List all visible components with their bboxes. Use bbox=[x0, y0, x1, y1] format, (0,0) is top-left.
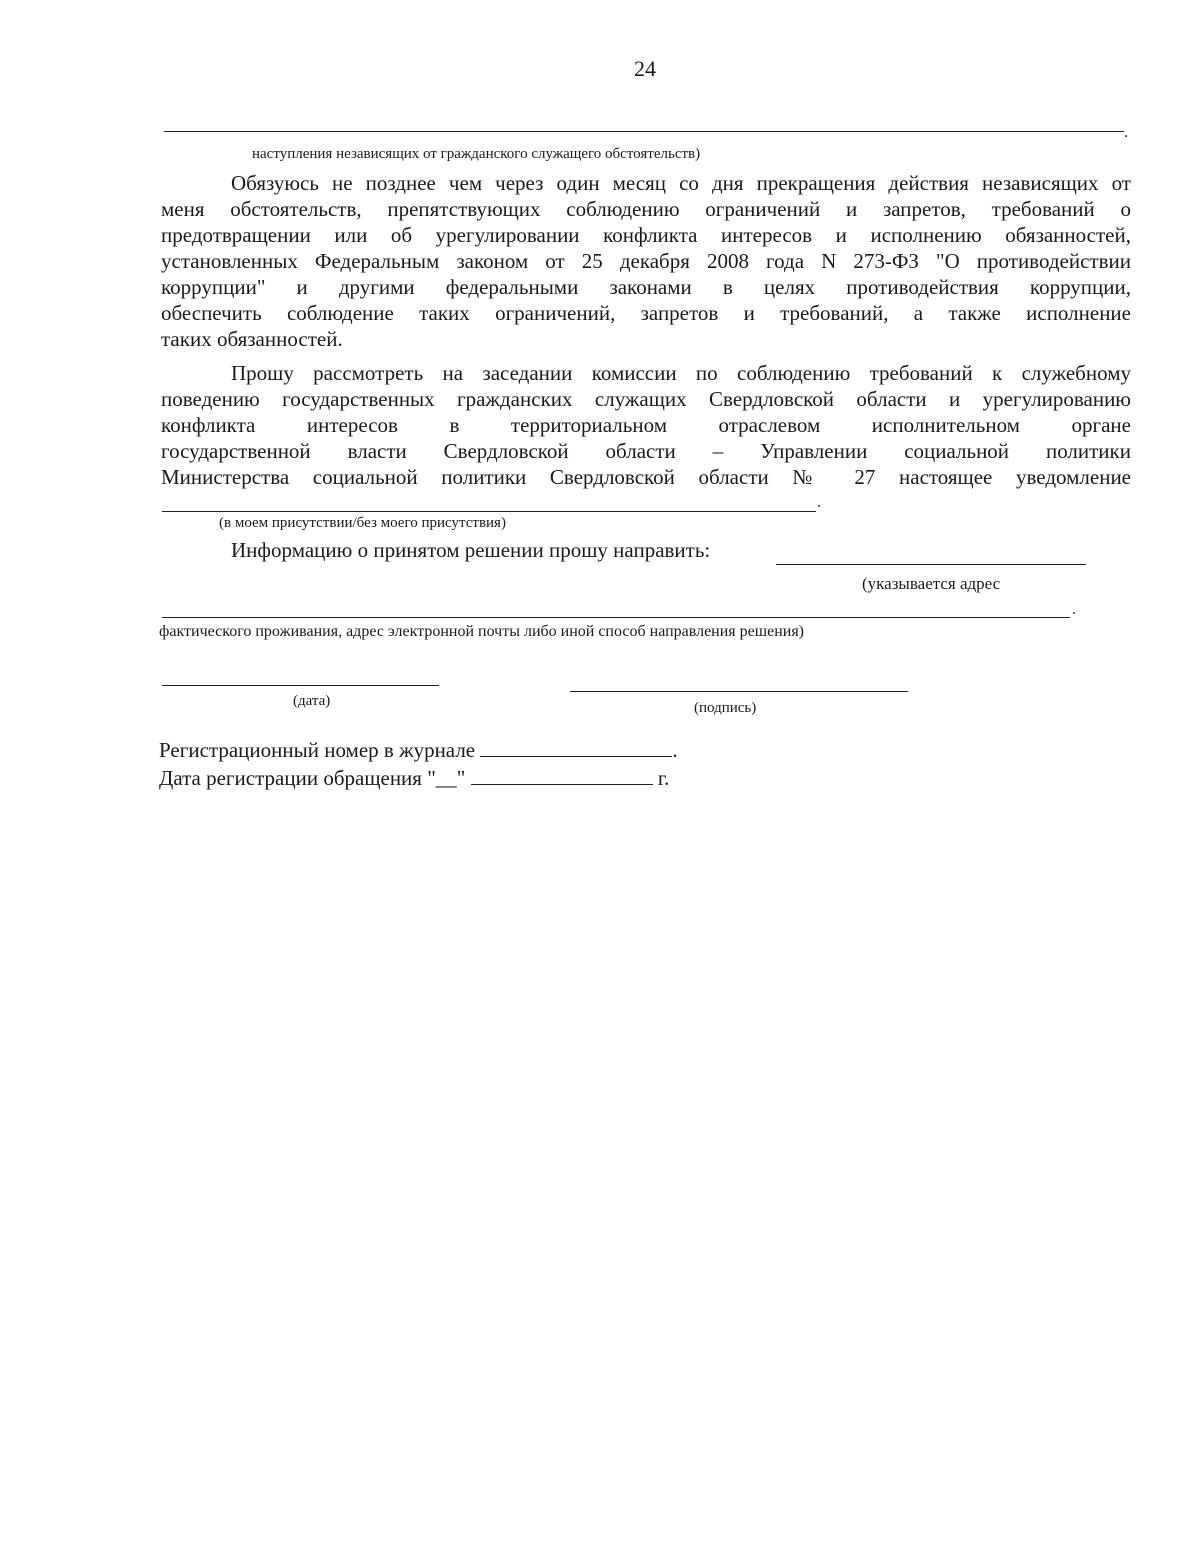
paragraph-line: конфликта интересов в территориальном отраслевом исполнительном органе bbox=[161, 413, 1131, 437]
address-fill-line[interactable] bbox=[162, 617, 1070, 618]
signature-fill-line[interactable] bbox=[570, 691, 908, 692]
paragraph-line: предотвращении или об урегулировании конфликта интересов и исполнению обязанностей, bbox=[161, 223, 1131, 247]
presence-fill-line[interactable] bbox=[162, 511, 816, 512]
date-fill-line[interactable] bbox=[162, 685, 439, 686]
top-fill-line bbox=[164, 131, 1124, 132]
page-number: 24 bbox=[634, 56, 656, 81]
address-caption-1: (указывается адрес bbox=[862, 574, 1001, 593]
top-caption: наступления независящих от гражданского служащего обстоятельств) bbox=[252, 146, 701, 162]
address-caption-2: фактического проживания, адрес электронной почты либо иной способ направления решения) bbox=[159, 623, 804, 640]
paragraph-line: обеспечить соблюдение таких ограничений, запретов и требований, а также исполнение bbox=[161, 301, 1131, 325]
registration-number-field[interactable] bbox=[480, 738, 672, 757]
presence-caption: (в моем присутствии/без моего присутствия) bbox=[219, 515, 506, 531]
registration-number-period: . bbox=[672, 738, 678, 762]
paragraph-line: государственной власти Свердловской области – Управлении социальной политики bbox=[161, 439, 1131, 463]
presence-line-period: . bbox=[817, 494, 821, 511]
info-request-fill-line[interactable] bbox=[776, 564, 1086, 565]
year-suffix: г. bbox=[657, 766, 670, 790]
registration-date-label: Дата регистрации обращения "__" bbox=[159, 766, 466, 790]
registration-date-row bbox=[159, 766, 669, 791]
paragraph-line: поведению государственных гражданских служащих Свердловской области и урегулированию bbox=[161, 387, 1131, 411]
paragraph-line: Министерства социальной политики Свердловской области № 27 настоящее уведомление bbox=[161, 465, 1131, 489]
date-caption: (дата) bbox=[293, 693, 331, 709]
registration-number-row bbox=[159, 738, 678, 763]
paragraph-line: коррупции" и другими федеральными законами в целях противодействия коррупции, bbox=[161, 275, 1131, 299]
paragraph-line: таких обязанностей. bbox=[161, 327, 343, 351]
paragraph-line: Обязуюсь не позднее чем через один месяц со дня прекращения действия независящих от bbox=[231, 171, 1131, 195]
registration-date-field[interactable] bbox=[471, 766, 653, 785]
registration-number-label: Регистрационный номер в журнале bbox=[159, 738, 476, 762]
address-line-period: . bbox=[1072, 601, 1076, 618]
obligation-paragraph bbox=[161, 170, 1131, 352]
signature-caption: (подпись) bbox=[694, 700, 757, 716]
paragraph-line: меня обстоятельств, препятствующих соблюдению ограничений и запретов, требований о bbox=[161, 197, 1131, 221]
info-request-text: Информацию о принятом решении прошу направить: bbox=[231, 538, 711, 562]
request-paragraph bbox=[161, 360, 1131, 490]
top-line-period: . bbox=[1124, 124, 1128, 141]
paragraph-line: установленных Федеральным законом от 25 декабря 2008 года N 273-ФЗ "О противодействии bbox=[161, 249, 1131, 273]
paragraph-line: Прошу рассмотреть на заседании комиссии по соблюдению требований к служебному bbox=[231, 361, 1131, 385]
